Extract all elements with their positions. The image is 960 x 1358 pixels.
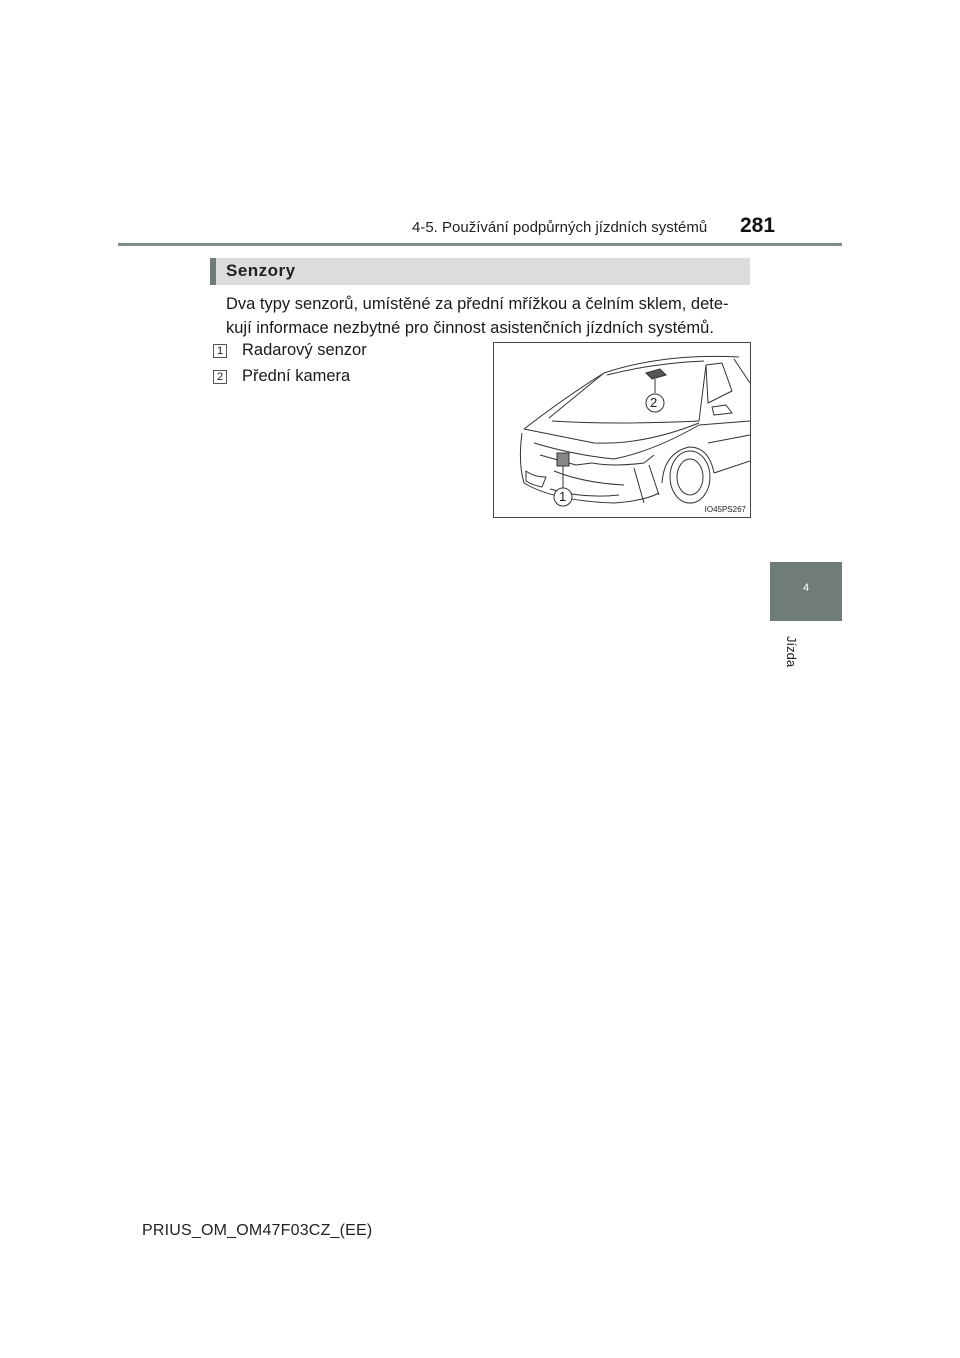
list-item-radar — [213, 341, 367, 360]
header-section-title: 4-5. Používání podpůrných jízdních systémů — [412, 219, 708, 236]
radar-sensor-shape — [557, 453, 569, 466]
page-number: 281 — [740, 214, 776, 237]
intro-paragraph — [226, 292, 746, 340]
car-sensor-illustration — [493, 342, 751, 518]
camera-sensor-shape — [646, 369, 666, 379]
item-label: Přední kamera — [242, 367, 351, 385]
item-label: Radarový senzor — [242, 341, 367, 359]
section-heading-accent — [210, 258, 216, 285]
footer-doc-id: PRIUS_OM_OM47F03CZ_(EE) — [142, 1222, 373, 1239]
car-drawing — [494, 343, 750, 517]
section-heading — [210, 258, 750, 285]
intro-line: kují informace nezbytné pro činnost asistenčních jízdních systémů. — [226, 319, 714, 337]
callout-label-2: 2 — [650, 395, 658, 410]
header-divider — [118, 243, 842, 246]
list-item-camera — [213, 367, 350, 386]
item-number-badge: 2 — [213, 370, 227, 384]
figure-code: IO45PS267 — [704, 505, 746, 514]
chapter-tab — [770, 562, 842, 621]
section-title: Senzory — [226, 261, 296, 280]
callout-label-1: 1 — [559, 489, 567, 504]
chapter-label: Jízda — [784, 636, 799, 668]
item-number-badge: 1 — [213, 344, 227, 358]
intro-line: Dva typy senzorů, umístěné za přední mřížkou a čelním sklem, dete- — [226, 295, 729, 313]
chapter-number: 4 — [802, 582, 810, 594]
